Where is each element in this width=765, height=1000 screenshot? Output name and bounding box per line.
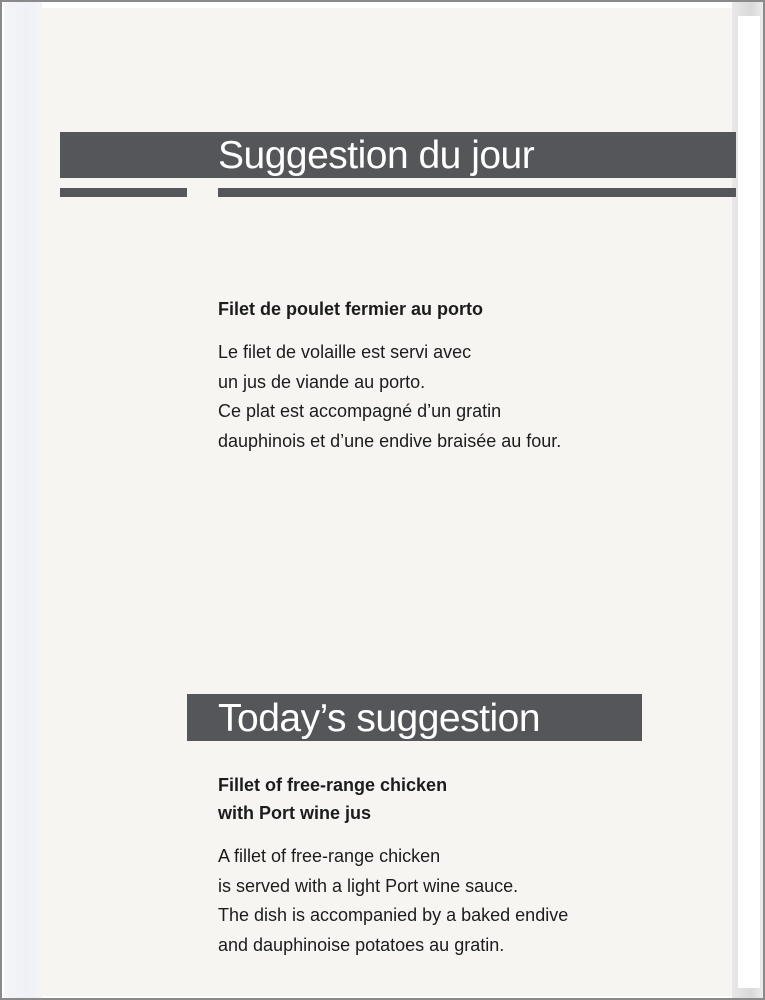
english-dish-title-line: with Port wine jus (218, 803, 372, 823)
french-dish-title: Filet de poulet fermier au porto (218, 299, 484, 319)
scan-left-margin (4, 2, 42, 1000)
scan-right-edge-highlight (738, 16, 760, 988)
french-description (218, 338, 561, 456)
french-description-line: dauphinois et d’une endive braisée au four. (218, 430, 562, 451)
french-description-line: Le filet de volaille est servi avec (218, 342, 472, 362)
english-description-line: The dish is accompanied by a baked endive (218, 905, 569, 925)
english-dish-title-line: Fillet of free-range chicken (218, 775, 448, 795)
french-underline-left (60, 188, 187, 197)
english-heading: Today’s suggestion (218, 697, 541, 740)
french-description-line: un jus de viande au porto. (218, 371, 426, 392)
english-dish-title (218, 771, 447, 827)
french-underline-right (218, 188, 736, 197)
french-description-line: Ce plat est accompagné d’un gratin (218, 401, 502, 421)
french-heading: Suggestion du jour (218, 134, 535, 177)
english-description-line: and dauphinoise potatoes au gratin. (218, 934, 505, 955)
english-description-line: A fillet of free-range chicken (218, 846, 441, 866)
english-description (218, 842, 568, 960)
english-description-line: is served with a light Port wine sauce. (218, 875, 519, 896)
